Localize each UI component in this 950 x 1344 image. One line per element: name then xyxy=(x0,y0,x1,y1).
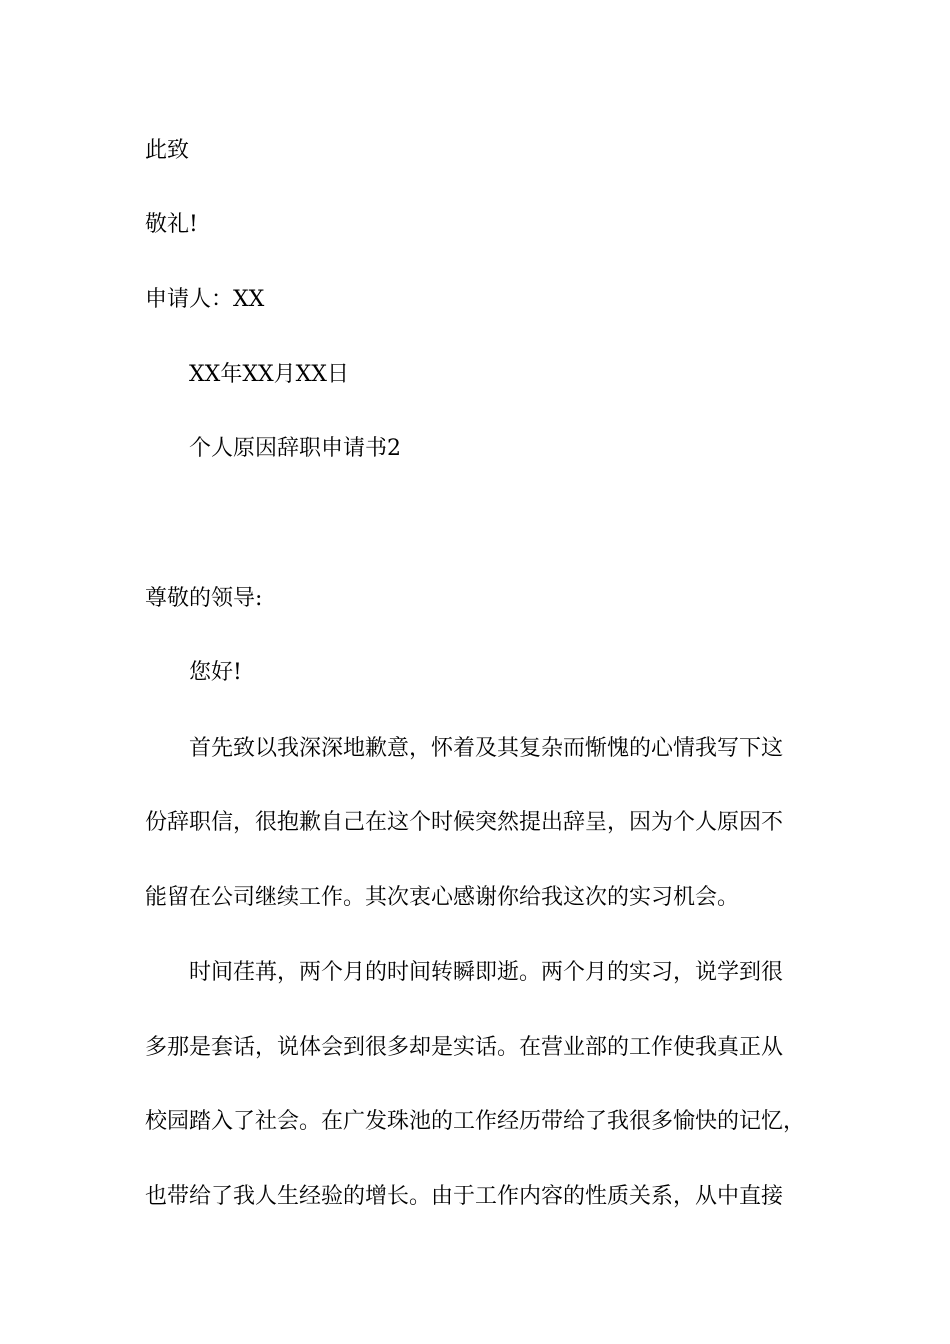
hello-line: 您好! xyxy=(189,660,242,685)
closing-greeting-line1: 此致 xyxy=(145,138,190,163)
paragraph-line: 校园踏入了社会。在广发珠池的工作经历带给了我很多愉快的记忆， xyxy=(145,1109,806,1134)
signature-date: XX年XX月XX日 xyxy=(189,362,349,387)
applicant-signature: 申请人：XX xyxy=(145,287,265,312)
salutation: 尊敬的领导: xyxy=(145,586,263,611)
closing-greeting-line2: 敬礼! xyxy=(145,212,198,237)
paragraph-line: 能留在公司继续工作。其次衷心感谢你给我这次的实习机会。 xyxy=(145,885,740,910)
paragraph-line: 首先致以我深深地歉意，怀着及其复杂而惭愧的心情我写下这 xyxy=(189,736,784,761)
paragraph-line: 也带给了我人生经验的增长。由于工作内容的性质关系，从中直接 xyxy=(145,1184,784,1209)
paragraph-line: 多那是套话，说体会到很多却是实话。在营业部的工作使我真正从 xyxy=(145,1035,784,1060)
paragraph-line: 时间荏苒，两个月的时间转瞬即逝。两个月的实习，说学到很 xyxy=(189,960,784,985)
paragraph-line: 份辞职信，很抱歉自己在这个时候突然提出辞呈，因为个人原因不 xyxy=(145,810,784,835)
letter-title: 个人原因辞职申请书2 xyxy=(189,436,401,461)
